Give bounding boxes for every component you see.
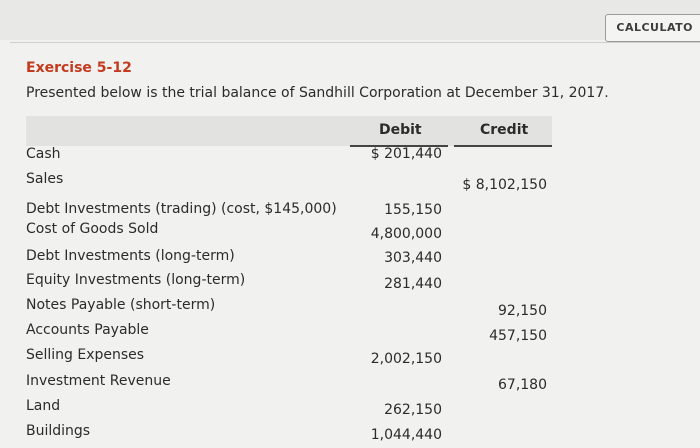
table-row [0,322,700,347]
table-row [0,373,700,398]
table-row [0,423,700,448]
account-name: Selling Expenses [26,347,145,363]
account-name: Sales [26,171,64,187]
account-name: Cash [26,146,61,162]
header-divider [10,42,700,43]
debit-column-header: Debit [379,122,422,138]
account-name: Notes Payable (short-term) [26,297,216,313]
debit-amount: $ 201,440 [370,146,442,162]
debit-amount: 281,440 [384,276,442,292]
table-row [0,398,700,423]
account-name: Land [26,398,61,414]
table-row [0,221,700,246]
debit-amount: 262,150 [384,402,442,418]
table-row [0,347,700,372]
exercise-title: Exercise 5-12 [26,60,132,76]
credit-amount: 67,180 [498,377,547,393]
table-row [0,171,700,196]
debit-amount: 4,800,000 [370,226,442,242]
account-name: Accounts Payable [26,322,149,338]
account-name: Buildings [26,423,91,439]
credit-column-header: Credit [480,122,529,138]
top-toolbar [0,0,700,40]
table-row [0,272,700,297]
table-header-band [26,116,552,146]
calculator-button[interactable]: CALCULATO [605,14,700,42]
exercise-description: Presented below is the trial balance of Sandhill Corporation at December 31, 2017. [26,85,609,101]
debit-amount: 303,440 [384,250,442,266]
credit-amount: 92,150 [498,303,547,319]
credit-amount: $ 8,102,150 [462,177,547,193]
table-row [0,146,700,171]
table-row [0,297,700,322]
debit-amount: 155,150 [384,202,442,218]
account-name: Investment Revenue [26,373,171,389]
debit-amount: 1,044,440 [370,427,442,443]
account-name: Debt Investments (trading) (cost, $145,000) [26,201,337,217]
account-name: Debt Investments (long-term) [26,248,235,264]
table-row [0,196,700,221]
account-name: Cost of Goods Sold [26,221,159,237]
table-row [0,246,700,271]
debit-amount: 2,002,150 [370,351,442,367]
account-name: Equity Investments (long-term) [26,272,246,288]
credit-amount: 457,150 [489,328,547,344]
